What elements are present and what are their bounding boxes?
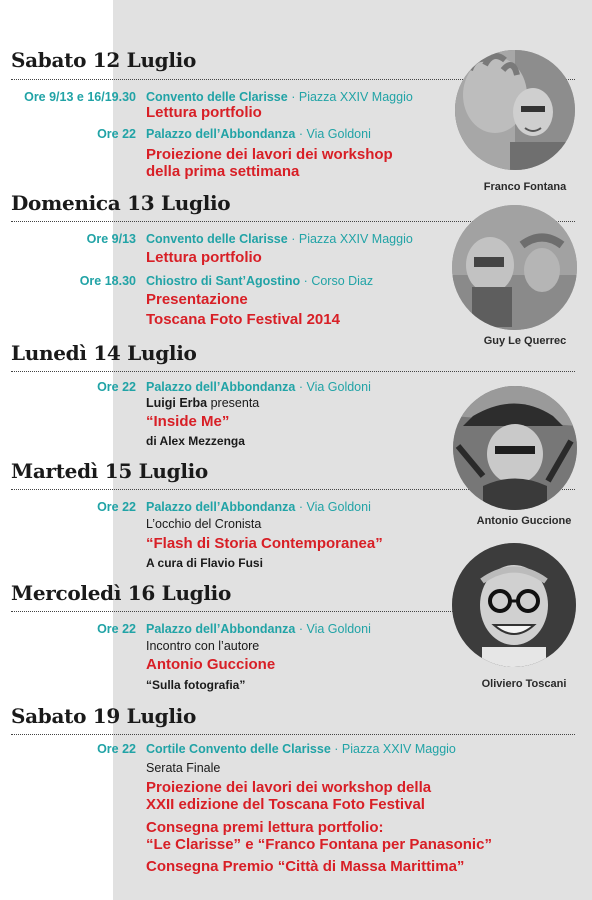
event-time: Ore 22 <box>97 127 136 141</box>
event-time: Ore 9/13 <box>86 232 136 246</box>
venue-separator: · <box>298 500 303 514</box>
event-title-line: Proiezione dei lavori dei workshop della <box>146 779 432 796</box>
venue-name: Palazzo dell’Abbondanza <box>146 127 296 141</box>
event-venue <box>146 500 371 514</box>
photo-caption: Guy Le Querrec <box>483 335 567 347</box>
event-time: Ore 22 <box>97 500 136 514</box>
venue-address: Corso Diaz <box>311 274 374 288</box>
portrait-guy-le-querrec <box>452 205 577 330</box>
venue-name: Palazzo dell’Abbondanza <box>146 500 296 514</box>
event-intro: Serata Finale <box>146 761 221 775</box>
portrait-franco-fontana <box>455 50 575 170</box>
event-venue <box>146 127 371 141</box>
venue-address: Via Goldoni <box>306 127 371 141</box>
photo-caption: Oliviero Toscani <box>481 678 567 690</box>
portrait-image <box>452 543 576 667</box>
venue-separator: · <box>334 742 339 756</box>
portrait-image <box>452 205 577 330</box>
venue-separator: · <box>291 232 296 246</box>
venue-address: Piazza XXIV Maggio <box>298 90 413 104</box>
venue-name: Cortile Convento delle Clarisse <box>146 742 331 756</box>
event-venue <box>146 622 371 636</box>
venue-name: Convento delle Clarisse <box>146 232 288 246</box>
event-time: Ore 22 <box>97 622 136 636</box>
venue-separator: · <box>303 274 308 288</box>
event-title-line: Consegna Premio “Città di Massa Marittima” <box>146 858 465 875</box>
event-title: Antonio Guccione <box>146 656 276 673</box>
event-time: Ore 9/13 e 16/19.30 <box>24 90 136 104</box>
event-presenter <box>146 396 259 410</box>
portrait-image <box>453 386 577 510</box>
presents-word: presenta <box>210 396 260 410</box>
event-byline: “Sulla fotografia” <box>146 678 246 692</box>
event-title-line: Consegna premi lettura portfolio: <box>146 819 384 836</box>
event-title: “Flash di Storia Contemporanea” <box>146 535 383 552</box>
portrait-image <box>455 50 575 170</box>
day-heading: Sabato 12 Luglio <box>11 48 197 72</box>
event-title: Lettura portfolio <box>146 249 262 266</box>
event-title-line: XXII edizione del Toscana Foto Festival <box>146 796 425 813</box>
event-venue <box>146 90 413 104</box>
event-time: Ore 18.30 <box>79 274 136 288</box>
dotted-divider <box>11 734 575 735</box>
venue-address: Piazza XXIV Maggio <box>298 232 413 246</box>
day-heading: Domenica 13 Luglio <box>11 191 231 215</box>
photo-caption: Franco Fontana <box>483 181 567 193</box>
dotted-divider <box>11 371 575 372</box>
venue-address: Via Goldoni <box>306 380 371 394</box>
venue-name: Convento delle Clarisse <box>146 90 288 104</box>
event-title: “Inside Me” <box>146 413 230 430</box>
venue-address: Via Goldoni <box>306 500 371 514</box>
event-venue <box>146 274 373 288</box>
event-byline: di Alex Mezzenga <box>146 434 245 448</box>
presenter-name: Luigi Erba <box>146 396 208 410</box>
event-venue <box>146 380 371 394</box>
event-title-line: “Le Clarisse” e “Franco Fontana per Panasonic” <box>146 836 492 853</box>
photo-caption: Antonio Guccione <box>476 515 572 527</box>
venue-separator: · <box>291 90 296 104</box>
portrait-antonio-guccione <box>453 386 577 510</box>
venue-separator: · <box>298 127 303 141</box>
day-heading: Mercoledì 16 Luglio <box>11 581 232 605</box>
venue-name: Chiostro di Sant’Agostino <box>146 274 301 288</box>
event-title: Lettura portfolio <box>146 104 262 121</box>
venue-address: Piazza XXIV Maggio <box>341 742 456 756</box>
event-time: Ore 22 <box>97 742 136 756</box>
event-venue <box>146 232 413 246</box>
venue-name: Palazzo dell’Abbondanza <box>146 622 296 636</box>
event-byline: A cura di Flavio Fusi <box>146 556 263 570</box>
event-title-line: Presentazione <box>146 291 248 308</box>
event-time: Ore 22 <box>97 380 136 394</box>
event-venue <box>146 742 456 756</box>
venue-separator: · <box>298 622 303 636</box>
day-heading: Lunedì 14 Luglio <box>11 341 197 365</box>
venue-address: Via Goldoni <box>306 622 371 636</box>
day-heading: Martedì 15 Luglio <box>11 459 208 483</box>
event-title-line: della prima settimana <box>146 163 300 180</box>
venue-name: Palazzo dell’Abbondanza <box>146 380 296 394</box>
venue-separator: · <box>298 380 303 394</box>
event-intro: L’occhio del Cronista <box>146 517 262 531</box>
event-intro: Incontro con l’autore <box>146 639 260 653</box>
day-heading: Sabato 19 Luglio <box>11 704 197 728</box>
event-title-line: Proiezione dei lavori dei workshop <box>146 146 393 163</box>
event-title-line: Toscana Foto Festival 2014 <box>146 311 340 328</box>
portrait-oliviero-toscani <box>452 543 576 667</box>
